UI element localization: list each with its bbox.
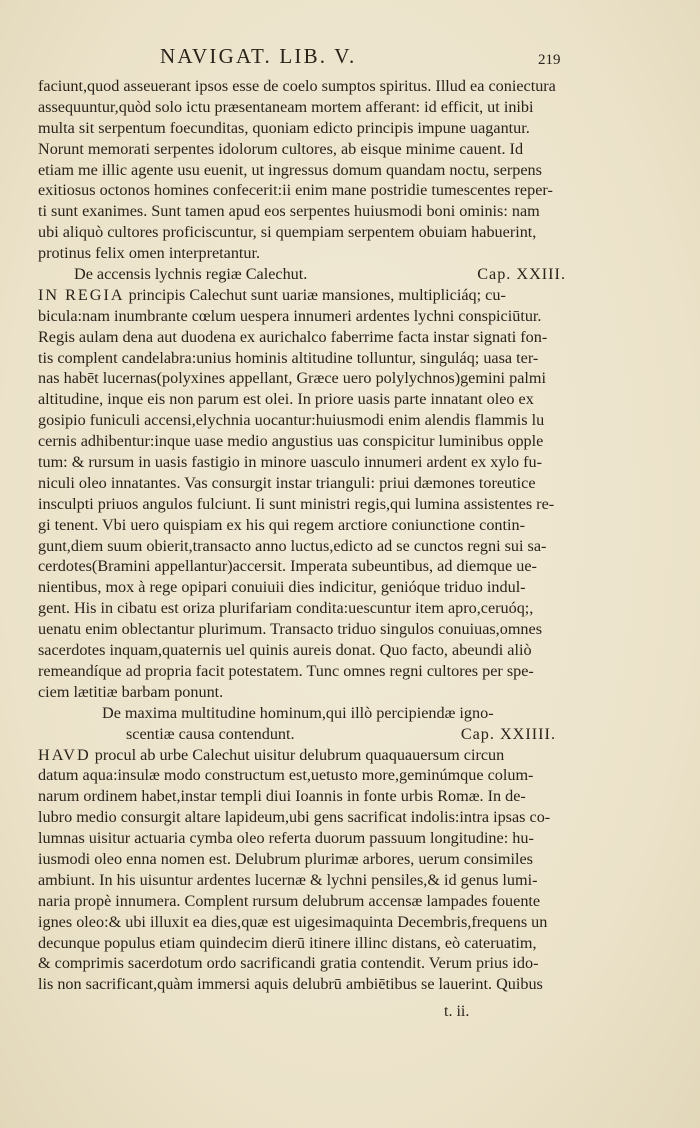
text-line: lumnas uisitur actuaria cymba oleo referta duorum passuum longitudine: hu- <box>38 829 534 848</box>
text-line: decunque populus etiam quindecim dierū itinere illinc distans, eò cateruatim, <box>38 933 537 952</box>
chapter-title: scentiæ causa contendunt. <box>126 724 295 743</box>
main-text <box>38 76 566 995</box>
text-line: lubro medio consurgit altare lapideum,ubi gens sacrificat indolis:intra ipsas co- <box>38 808 551 827</box>
text-line: nas habēt lucernas(polyxines appellant, Græce uero polylychnos)gemini palmi <box>38 369 546 388</box>
text-line: naria propè innumera. Complent rursum delubrum accensæ lampades fouente <box>38 891 541 910</box>
text-line: remeandíque ad propria facit potestatem. Tunc omnes regni cultores per spe- <box>38 661 534 680</box>
text-line: multa sit serpentum foecunditas, quoniam edicto principis impune uagantur. <box>38 118 530 137</box>
text-line: principis Calechut sunt uariæ mansiones, multipliciáq; cu- <box>128 285 506 304</box>
text-line: gosipio funiculi accensi,elychnia uocantur:huiusmodi enim alendis flammis lu <box>38 411 545 430</box>
chapter-title: De accensis lychnis regiæ Calechut. <box>74 265 308 284</box>
text-line: assequuntur,quòd solo ictu præsentaneam mortem afferant: id efficit, ut inibi <box>38 97 534 116</box>
text-line: altitudine, inque eis non parum est olei. In priore uasis parte innatant oleo ex <box>38 390 534 409</box>
text-line: niculi oleo innatantes. Vas consurgit instar trianguli: priui dæmones toreutice <box>38 473 536 492</box>
text-line: nientibus, mox à rege opipari conuiuii dies indicitur, genióque triduo indul- <box>38 578 526 597</box>
text-line: etiam me illic agente usu euenit, ut ingressus domum quandam noctu, serpens <box>38 160 542 179</box>
text-line: ti sunt exanimes. Sunt tamen apud eos serpentes huiusmodi boni ominis: nam <box>38 202 540 221</box>
text-line: ubi aliquò cultores proficiscuntur, si quempiam serpentem obuiam habuerint, <box>38 223 537 242</box>
opening-word: HAVD <box>38 745 91 764</box>
text-line: Regis aulam dena aut duodena ex aurichalco faberrime facta instar signati fon- <box>38 327 548 346</box>
running-title: NAVIGAT. LIB. V. <box>160 44 357 68</box>
chapter-number: Cap. XXIIII. <box>460 724 556 743</box>
text-line: uenatu enim oblectantur plurimum. Transacto triduo singulos conuiuas,omnes <box>38 620 542 639</box>
chapter-opening-line <box>38 285 566 306</box>
chapter-heading-24-line-1: De maxima multitudine hominum,qui illò percipiendæ igno- <box>102 703 494 722</box>
text-line: narum ordinem habet,instar templi diui Ioannis in fonte urbis Romæ. In de- <box>38 787 526 806</box>
text-line: protinus felix omen interpretantur. <box>38 244 261 263</box>
text-line: gent. His in cibatu est oriza plurifariam condita:uescuntur item apro,ceruóq;, <box>38 599 534 618</box>
text-line: gunt,diem suum obierit,transacto anno luctus,edicto ad se cunctos regni sui sa- <box>38 536 547 555</box>
page-header <box>0 44 700 74</box>
text-line: tis complent candelabra:unius hominis altitudine tolluntur, singuláq; uasa ter- <box>38 348 539 367</box>
text-line: ciem lætitiæ barbam ponunt. <box>38 682 224 701</box>
text-line: tum: & rursum in uasis fastigio in minore uasculo innumeri ardent ex xylo fu- <box>38 453 542 472</box>
text-line: cerdotes(Bramini appellantur)accersit. Imperata subeuntibus, ad diemque ue- <box>38 557 537 576</box>
text-line: sacerdotes inquam,quaternis uel quinis aureis donat. Quo facto, abeundi aliò <box>38 641 532 660</box>
text-line: procul ab urbe Calechut uisitur delubrum quaquauersum circun <box>94 745 505 764</box>
chapter-heading-24-line-2 <box>38 724 566 745</box>
chapter-heading-23 <box>38 264 566 285</box>
page-number: 219 <box>538 52 561 68</box>
text-line: ambiunt. In his uisuntur ardentes lucernæ & lychni pensiles,& id genus lumi- <box>38 870 538 889</box>
chapter-number: Cap. XXIII. <box>477 265 566 284</box>
text-line: Norunt memorati serpentes idolorum cultores, ab eisque minime cauent. Id <box>38 139 524 158</box>
text-line: cernis adhibentur:inque uase medio angustius uas conspicitur luminibus opple <box>38 432 544 451</box>
text-line: ignes oleo:& ubi illuxit ea dies,quæ est uigesimaquinta Decembris,frequens un <box>38 912 548 931</box>
text-line: bicula:nam inumbrante cœlum uespera innumeri ardentes lychni conspiciūtur. <box>38 306 542 325</box>
text-line: gi tenent. Vbi uero quispiam ex his qui regem arctiore coniunctione contin- <box>38 515 525 534</box>
text-line: lis non sacrificant,quàm immersi aquis delubrū ambiētibus se lauerint. Quibus <box>38 975 543 994</box>
catchword: t. ii. <box>444 1003 470 1020</box>
chapter-opening-line <box>38 745 566 766</box>
opening-word: IN REGIA <box>38 285 125 304</box>
text-line: exitiosus octonos homines confecerit:ii enim mane postridie tumescentes reper- <box>38 181 553 200</box>
text-line: insculpti priuos angulos fulciunt. Ii sunt ministri regis,qui lumina assistentes re- <box>38 494 555 513</box>
text-line: iusmodi oleo enna nomen est. Delubrum plurimæ arbores, uerum consimiles <box>38 849 533 868</box>
text-line: datum aqua:insulæ modo constructum est,uetusto more,geminúmque colum- <box>38 766 534 785</box>
text-line: & comprimis sacerdotum ordo sacrificandi gratia contendit. Verum prius ido- <box>38 954 539 973</box>
text-line: faciunt,quod asseuerant ipsos esse de coelo sumptos spiritus. Illud ea coniectura <box>38 77 556 95</box>
